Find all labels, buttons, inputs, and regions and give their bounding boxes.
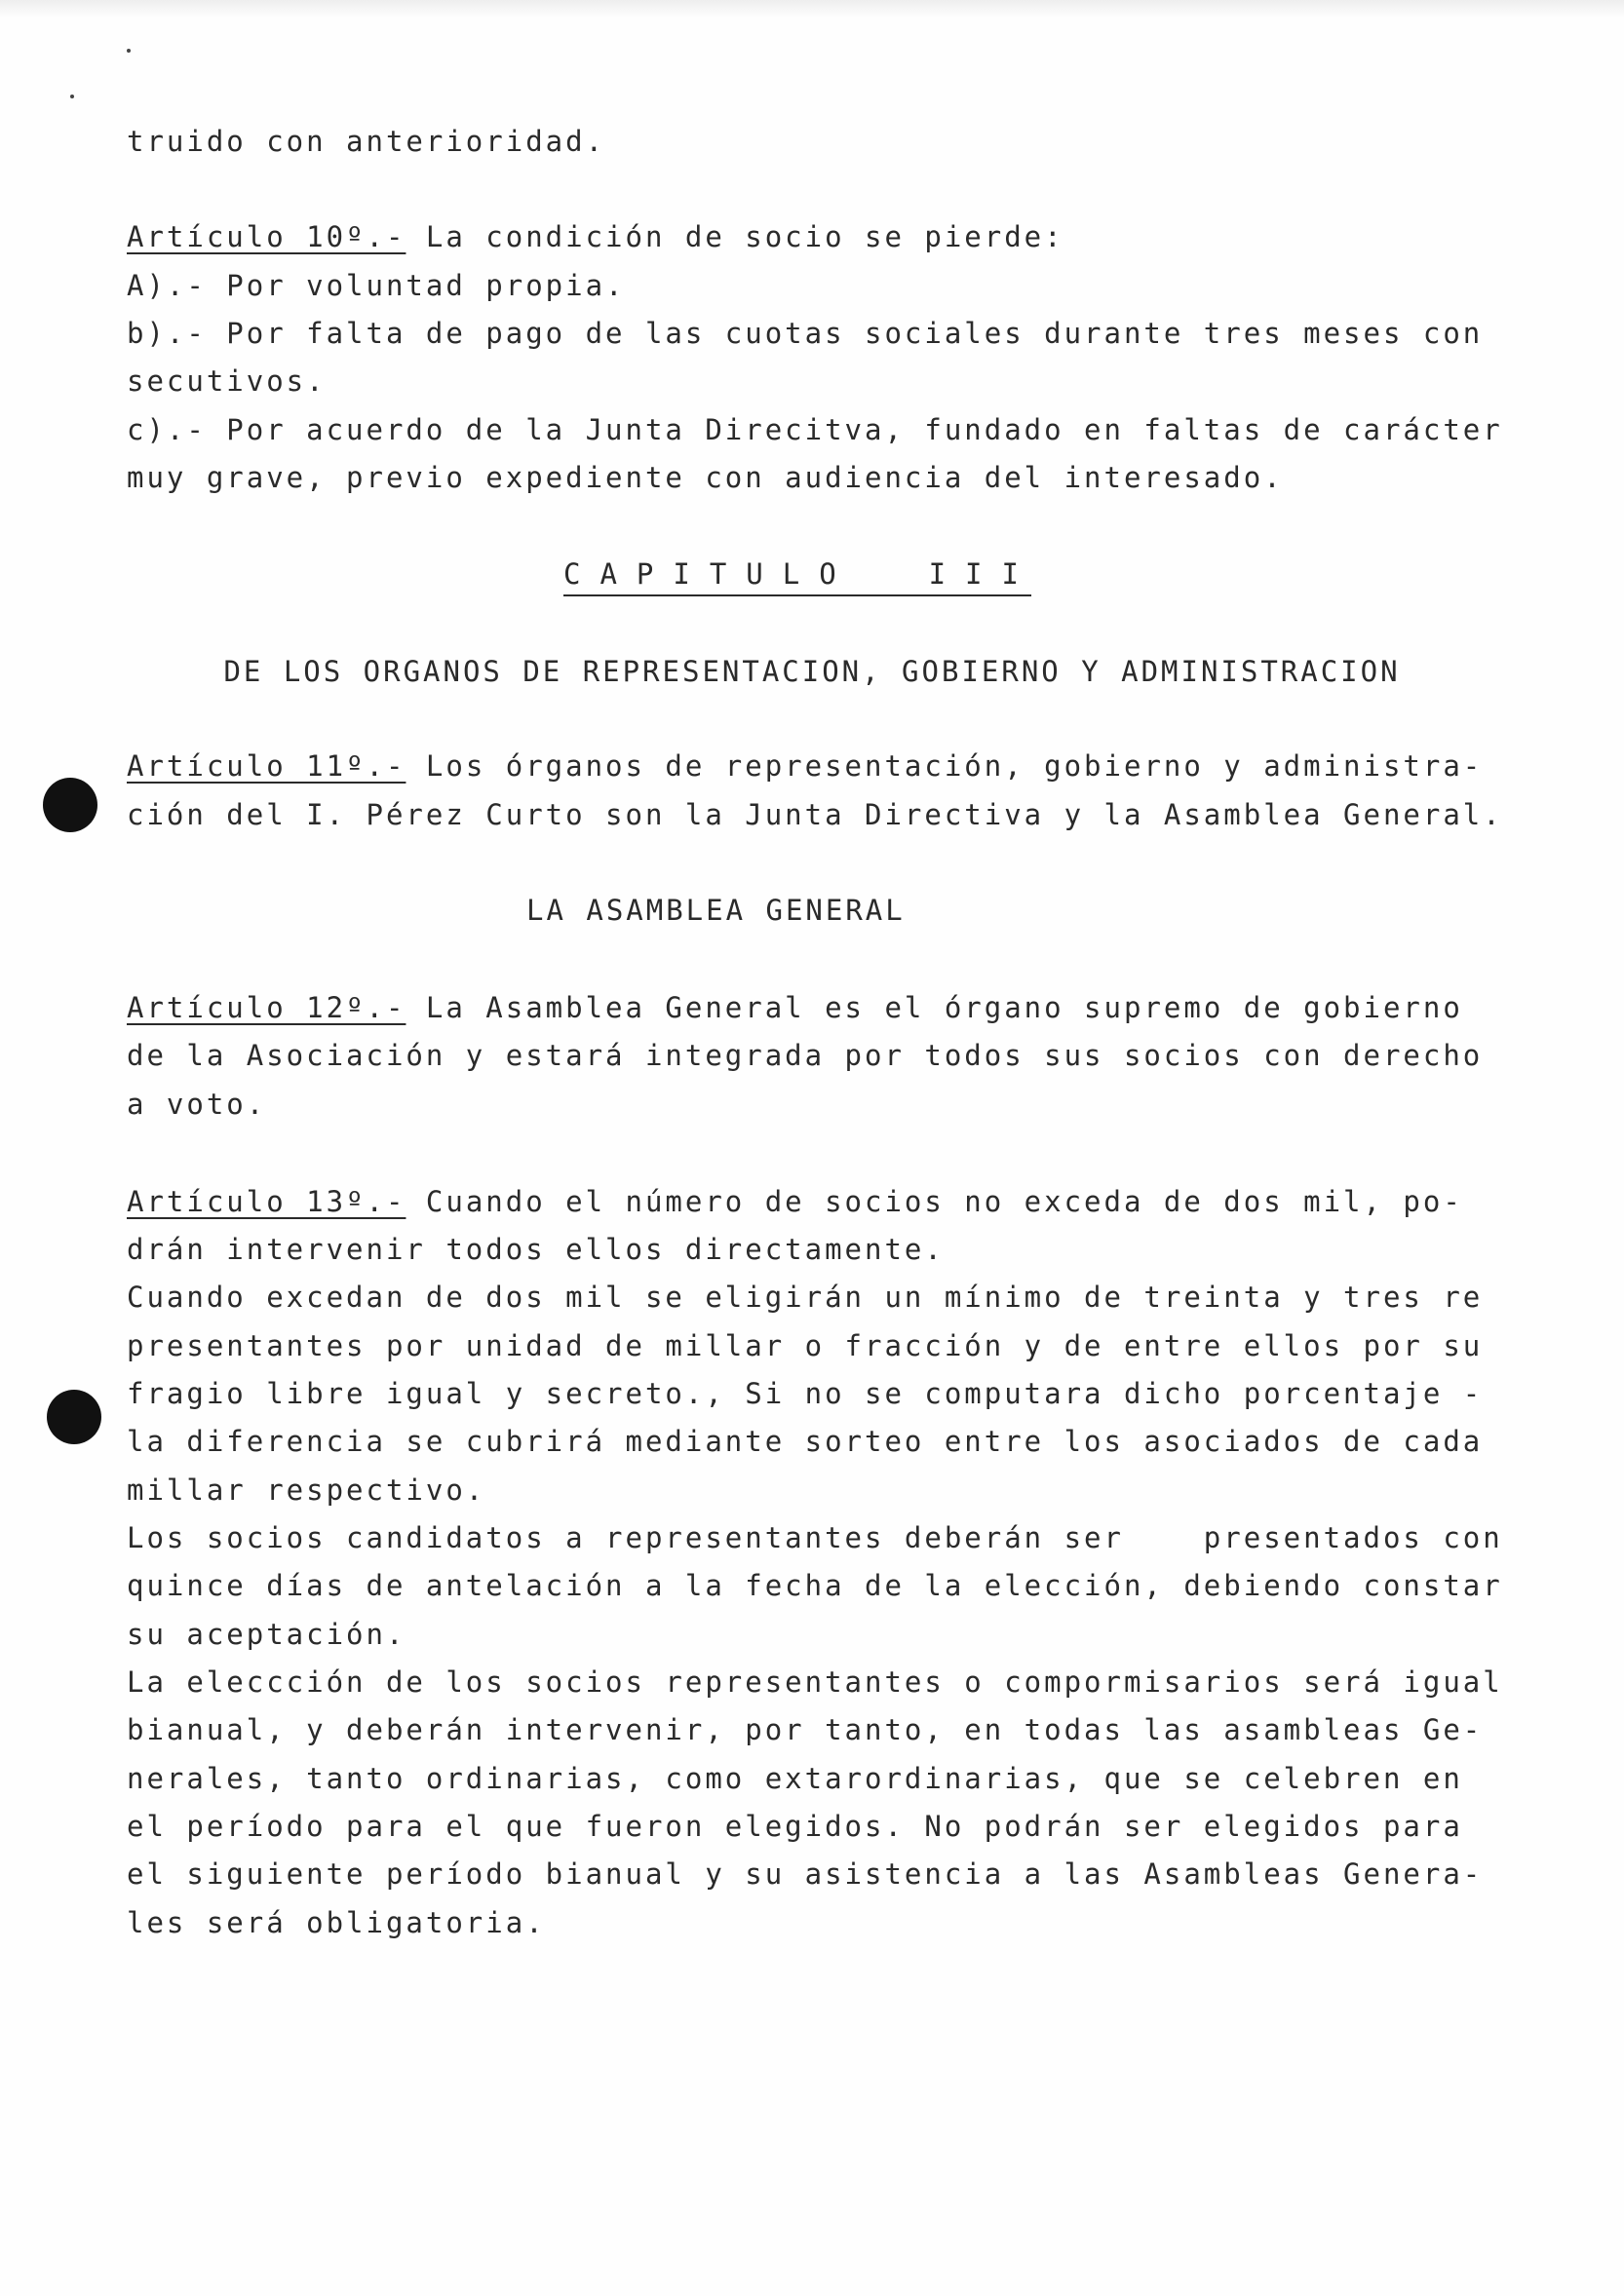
article-10: [127, 220, 1064, 253]
text-line: presentantes por unidad de millar o fracción y de entre ellos por su: [127, 1329, 1484, 1362]
text-line: la diferencia se cubrirá mediante sorteo entre los asociados de cada: [127, 1425, 1484, 1458]
text-line: su aceptación.: [127, 1618, 406, 1651]
text-line: bianual, y deberán intervenir, por tanto, en todas las asambleas Ge-: [127, 1713, 1484, 1746]
punch-hole-icon: [43, 778, 97, 832]
text-line: el período para el que fueron elegidos. No podrán ser elegidos para: [127, 1810, 1463, 1843]
article-13-text: Cuando el número de socios no exceda de dos mil, po-: [406, 1185, 1463, 1218]
section-heading: DE LOS ORGANOS DE REPRESENTACION, GOBIERNO Y ADMINISTRACION: [223, 655, 1401, 688]
article-10-label: Artículo 10º.-: [127, 220, 406, 253]
text-line: secutivos.: [127, 364, 327, 398]
article-12-text: La Asamblea General es el órgano supremo de gobierno: [406, 991, 1463, 1024]
text-line: ción del I. Pérez Curto son la Junta Directiva y la Asamblea General.: [127, 798, 1503, 831]
article-11-label: Artículo 11º.-: [127, 749, 406, 783]
scan-speck: [127, 49, 131, 53]
punch-hole-icon: [47, 1390, 101, 1444]
article-13-label: Artículo 13º.-: [127, 1185, 406, 1218]
chapter-heading: CAPITULO III: [563, 557, 1031, 596]
text-line: nerales, tanto ordinarias, como extarordinarias, que se celebren en: [127, 1762, 1463, 1795]
article-11: [127, 749, 1483, 783]
text-line: a voto.: [127, 1088, 267, 1121]
text-line: de la Asociación y estará integrada por todos sus socios con derecho: [127, 1039, 1484, 1072]
text-line: drán intervenir todos ellos directamente.: [127, 1233, 945, 1266]
text-line: millar respectivo.: [127, 1473, 486, 1507]
scan-edge: [0, 0, 1624, 18]
scan-speck: [70, 95, 74, 98]
text-line: c).- Por acuerdo de la Junta Direcitva, fundado en faltas de carácter: [127, 413, 1503, 446]
article-12: [127, 991, 1463, 1024]
text-line: truido con anterioridad.: [127, 125, 606, 158]
article-10-text: La condición de socio se pierde:: [406, 220, 1064, 253]
text-line: fragio libre igual y secreto., Si no se computara dicho porcentaje -: [127, 1377, 1484, 1410]
text-line: La eleccción de los socios representantes o compormisarios será igual: [127, 1665, 1503, 1699]
text-line: muy grave, previo expediente con audiencia del interesado.: [127, 461, 1284, 494]
text-line: Cuando excedan de dos mil se eligirán un mínimo de treinta y tres re: [127, 1281, 1484, 1314]
text-line: A).- Por voluntad propia.: [127, 269, 626, 302]
article-11-text: Los órganos de representación, gobierno y administra-: [406, 749, 1484, 783]
article-12-label: Artículo 12º.-: [127, 991, 406, 1024]
text-line: b).- Por falta de pago de las cuotas sociales durante tres meses con: [127, 317, 1484, 350]
text-line: Los socios candidatos a representantes deberán ser presentados con: [127, 1521, 1503, 1554]
subsection-heading: LA ASAMBLEA GENERAL: [526, 894, 906, 927]
text-line: el siguiente período bianual y su asistencia a las Asambleas Genera-: [127, 1857, 1484, 1891]
text-line: les será obligatoria.: [127, 1906, 546, 1939]
text-line: quince días de antelación a la fecha de la elección, debiendo constar: [127, 1569, 1503, 1602]
article-13: [127, 1185, 1463, 1218]
